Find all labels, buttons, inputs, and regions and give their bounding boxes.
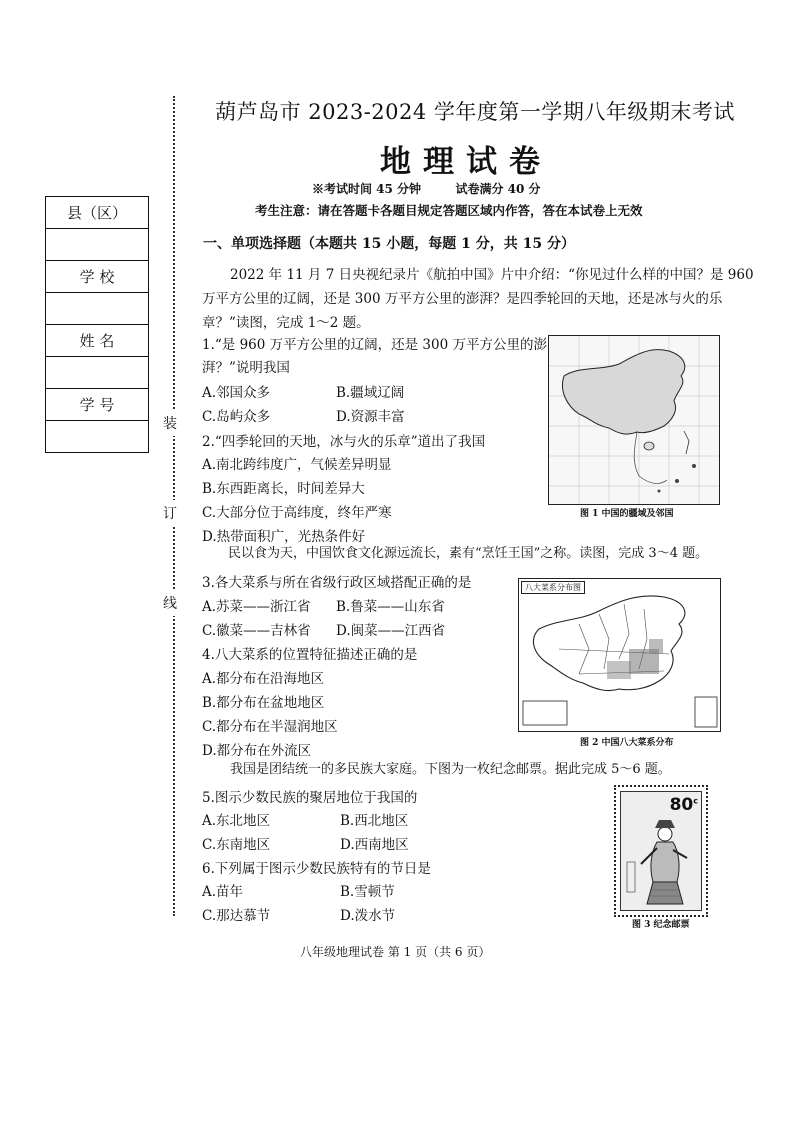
china-map-graphic — [549, 336, 719, 504]
section-title: 一、单项选择题（本题共 15 小题，每题 1 分，共 15 分） — [203, 236, 575, 252]
question-2-stem: 2.“四季轮回的天地，冰与火的乐章”道出了我国 — [202, 434, 486, 450]
question-3-stem: 3.各大菜系与所在省级行政区域搭配正确的是 — [202, 575, 472, 591]
q1-option-a[interactable]: A.邻国众多 — [202, 385, 271, 401]
cuisine-map-title: 八大菜系分布图 — [521, 581, 585, 594]
subject-title: 地理试卷 — [380, 144, 552, 180]
cuisine-map — [518, 578, 721, 732]
q1-option-c[interactable]: C.岛屿众多 — [202, 409, 271, 425]
q6-option-d[interactable]: D.泼水节 — [340, 908, 396, 924]
intro-paragraph: 2022 年 11 月 7 日央视纪录片《航拍中国》片中介绍：“你见过什么样的中国？是 960 — [230, 267, 754, 283]
q1-option-d[interactable]: D.资源丰富 — [336, 409, 405, 425]
question-5-stem: 5.图示少数民族的聚居地位于我国的 — [202, 790, 418, 806]
exam-meta — [312, 180, 541, 197]
q3-option-b[interactable]: B.鲁菜——山东省 — [336, 599, 445, 615]
q1-option-b[interactable]: B.疆域辽阔 — [336, 385, 405, 401]
q6-option-a[interactable]: A.苗年 — [202, 884, 244, 900]
label-county: 县（区） — [46, 197, 149, 229]
exam-time: ※考试时间 45 分钟 — [312, 182, 422, 196]
figure-2-caption: 图 2 中国八大菜系分布 — [580, 738, 674, 748]
name-field[interactable] — [46, 357, 149, 389]
county-field[interactable] — [46, 229, 149, 261]
q2-option-d[interactable]: D.热带面积广，光热条件好 — [202, 529, 366, 545]
q4-option-c[interactable]: C.都分布在半湿润地区 — [202, 719, 338, 735]
intro-paragraph: 万平方公里的辽阔，还是 300 万平方公里的澎湃？是四季轮回的天地，还是冰与火的乐 — [202, 291, 723, 307]
question-4-stem: 4.八大菜系的位置特征描述正确的是 — [202, 647, 418, 663]
q3-option-c[interactable]: C.徽菜——吉林省 — [202, 623, 311, 639]
full-score: 试卷满分 40 分 — [455, 182, 541, 196]
exam-notice: 考生注意：请在答题卡各题目规定答题区域内作答，答在本试卷上无效 — [255, 203, 643, 218]
exam-title: 葫芦岛市 2023-2024 学年度第一学期八年级期末考试 — [215, 100, 735, 124]
label-name: 姓 名 — [46, 325, 149, 357]
q4-option-a[interactable]: A.都分布在沿海地区 — [202, 671, 325, 687]
q2-option-b[interactable]: B.东西距离长，时间差异大 — [202, 481, 365, 497]
q5-option-a[interactable]: A.东北地区 — [202, 813, 271, 829]
intro-paragraph: 我国是团结统一的多民族大家庭。下图为一枚纪念邮票。据此完成 5～6 题。 — [230, 762, 671, 777]
q5-option-b[interactable]: B.西北地区 — [340, 813, 409, 829]
binding-char: 装 — [163, 410, 177, 436]
binding-char: 线 — [163, 590, 177, 616]
intro-paragraph: 民以食为天，中国饮食文化源远流长，素有“烹饪王国”之称。读图，完成 3～4 题。 — [228, 546, 709, 561]
intro-paragraph: 章？”读图，完成 1～2 题。 — [202, 315, 370, 331]
q5-option-c[interactable]: C.东南地区 — [202, 837, 271, 853]
binding-char: 订 — [163, 500, 177, 526]
question-1-stem: 1.“是 960 万平方公里的辽阔，还是 300 万平方公里的澎 — [202, 337, 547, 353]
commemorative-stamp — [614, 785, 708, 917]
q4-option-b[interactable]: B.都分布在盆地地区 — [202, 695, 325, 711]
label-student-id: 学 号 — [46, 389, 149, 421]
student-info-table — [45, 196, 149, 453]
china-territory-map — [548, 335, 720, 505]
question-6-stem: 6.下列属于图示少数民族特有的节日是 — [202, 861, 431, 877]
q6-option-b[interactable]: B.雪顿节 — [340, 884, 395, 900]
stamp-frame — [620, 791, 702, 911]
stamp-denomination: 80$^c$ — [669, 795, 698, 815]
student-id-field[interactable] — [46, 421, 149, 453]
figure-1-caption: 图 1 中国的疆域及邻国 — [580, 509, 674, 519]
q3-option-a[interactable]: A.苏菜——浙江省 — [202, 599, 311, 615]
q4-option-d[interactable]: D.都分布在外流区 — [202, 743, 312, 759]
q3-option-d[interactable]: D.闽菜——江西省 — [336, 623, 446, 639]
label-school: 学 校 — [46, 261, 149, 293]
question-1-stem: 湃？”说明我国 — [202, 360, 290, 376]
q6-option-c[interactable]: C.那达慕节 — [202, 908, 271, 924]
q2-option-c[interactable]: C.大部分位于高纬度，终年严寒 — [202, 505, 392, 521]
q2-option-a[interactable]: A.南北跨纬度广，气候差异明显 — [202, 457, 392, 473]
q5-option-d[interactable]: D.西南地区 — [340, 837, 409, 853]
school-field[interactable] — [46, 293, 149, 325]
page-footer: 八年级地理试卷 第 1 页（共 6 页） — [300, 945, 491, 959]
cuisine-map-graphic — [519, 579, 720, 731]
figure-3-caption: 图 3 纪念邮票 — [632, 920, 690, 930]
